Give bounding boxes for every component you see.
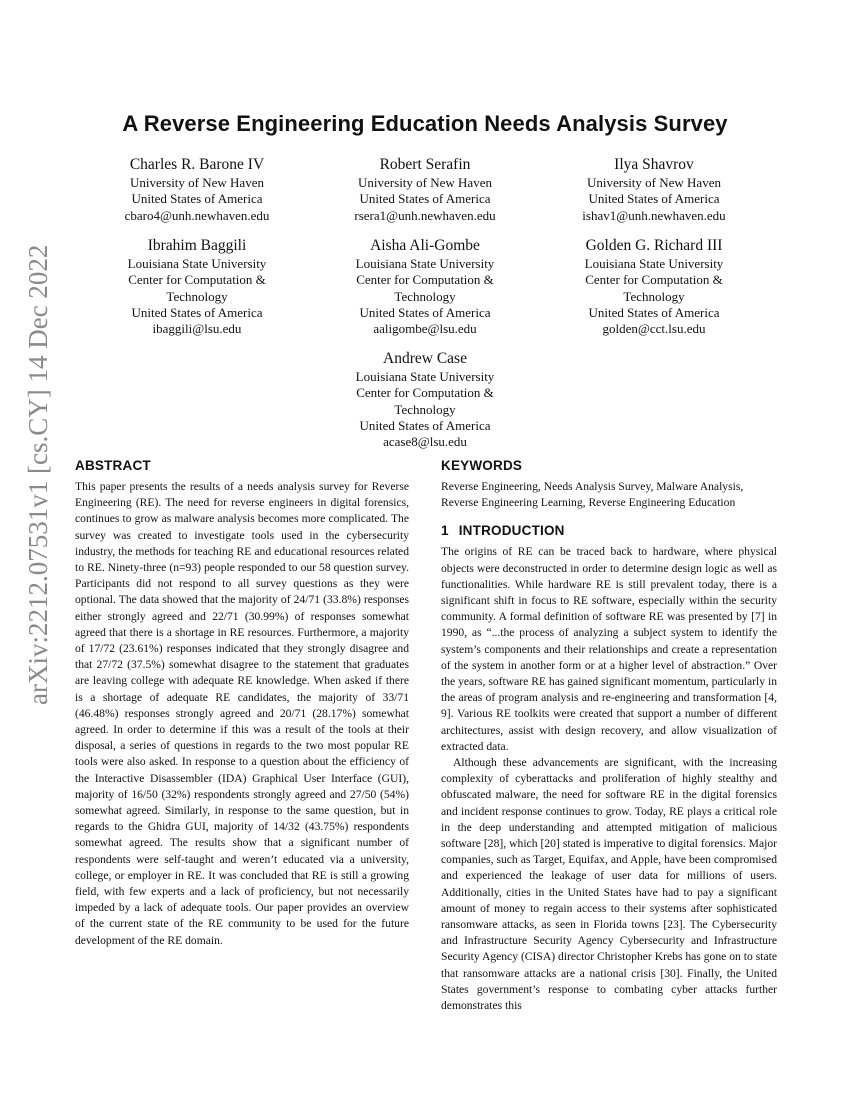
author-email: aaligombe@lsu.edu <box>373 321 477 337</box>
author-name: Ilya Shavrov <box>614 156 694 173</box>
author-name: Andrew Case <box>383 350 467 367</box>
keywords-heading: KEYWORDS <box>441 458 523 473</box>
author-country: United States of America <box>359 417 491 433</box>
author-affiliation: Louisiana State University <box>355 369 495 384</box>
author-affiliation: Louisiana State University <box>127 256 267 271</box>
author-affiliation: University of New Haven <box>358 175 492 190</box>
author-email: ibaggili@lsu.edu <box>152 321 242 337</box>
author-affiliation: Center for Computation & <box>356 385 494 401</box>
author-country: United States of America <box>588 304 720 320</box>
author-affiliation: University of New Haven <box>587 175 721 190</box>
left-column <box>75 458 409 949</box>
author-block <box>315 155 535 224</box>
author-country: United States of America <box>588 191 720 207</box>
author-block <box>315 236 535 337</box>
author-affiliation: Louisiana State University <box>584 256 724 271</box>
author-block <box>544 155 764 224</box>
author-name: Ibrahim Baggili <box>147 237 247 254</box>
introduction-heading <box>441 523 777 538</box>
abstract-text: This paper presents the results of a needs analysis survey for Reverse Engineering (RE). The need for reverse engineers in digital forensics, continues to grow as malware analysis becomes more complicated. The survey was created to investigate tools used in the cybersecurity industry, the methods for teaching RE and educational resources related to RE. Ninety-three (n=93) people responded to our 58 question survey. Participants did not respond to all survey questions as they were optional. The data showed that the majority of 24/71 (33.8%) responses either strongly agreed and 22/71 (30.99%) of responses somewhat agreed that there is a shortage in RE resources. Furthermore, a majority of 17/72 (23.61%) responses indicated that they strongly disagree and that 27/72 (37.5%) somewhat disagree to the statement that graduates are leaving college with adequate RE knowledge. When asked if there is a shortage of adequate RE candidates, the majority of 33/71 (46.48%) responses strongly agreed and 20/71 (28.17%) somewhat agreed. In order to determine if this was a result of the tools at their disposal, a series of questions in regards to the two most popular RE tools were also asked. In response to a question about the efficiency of the Interactive Disassembler (IDA) Graphical User Interface (GUI), majority of 16/50 (32%) respondents strongly agreed and 27/50 (54%) somewhat agreed. Similarly, in response to the same question, but in regards to the Ghidra GUI, majority of 14/32 (43.75%) respondents somewhat agreed. The results show that a significant number of respondents were self-taught and weren’t educated via a university, college, or employer in RE. It was concluded that RE is still a growing field, with few experts and a lack of proficiency, but not necessarily impeded by a lack of adequate tools. Our paper provides an overview of the current state of the RE community to be used for the future development of the RE domain. <box>75 480 409 947</box>
author-affiliation: Center for Computation & <box>356 272 494 288</box>
author-affiliation: Louisiana State University <box>355 256 495 271</box>
author-email: rsera1@unh.newhaven.edu <box>354 207 496 223</box>
author-block <box>87 155 307 224</box>
author-block <box>315 349 535 450</box>
author-name: Charles R. Barone IV <box>129 156 265 173</box>
author-country: United States of America <box>359 304 491 320</box>
intro-paragraph: Although these advancements are significant, with the increasing complexity of cyberattacks and proliferation of highly stealthy and obfuscated malware, the need for software RE in the digital forensics and incident response continues to grow. Today, RE plays a critical role in the deep understanding and attempted mitigation of malicious software [28], which [20] stated is imperative to digital forensics. Major companies, such as Target, Equifax, and Apple, have been compromised and experienced the leakage of user data for millions of users. Additionally, cities in the United States have had to pay a significant amount of money to regain access to their systems after sophisticated ransomware attacks, as seen in Florida towns [23]. The Cybersecurity and Infrastructure Security Agency Cybersecurity and Infrastructure Security Agency (CISA) director Christopher Krebs has gone on to state that ransomware attacks are a national crisis [30]. Finally, the United States government’s response to combating cyber attacks further demonstrates this <box>441 756 777 1013</box>
author-country: United States of America <box>359 191 491 207</box>
author-email: acase8@lsu.edu <box>383 434 467 450</box>
author-name: Robert Serafin <box>379 156 471 173</box>
author-email: cbaro4@unh.newhaven.edu <box>124 207 270 223</box>
abstract-heading: ABSTRACT <box>75 458 151 473</box>
author-affiliation: Technology <box>166 288 228 304</box>
author-affiliation: University of New Haven <box>130 175 264 190</box>
right-column <box>441 458 777 1014</box>
author-email: ishav1@unh.newhaven.edu <box>582 207 726 223</box>
author-email: golden@cct.lsu.edu <box>602 321 706 337</box>
author-country: United States of America <box>131 191 263 207</box>
author-name: Golden G. Richard III <box>585 237 723 254</box>
arxiv-identifier: arXiv:2212.07531v1 [cs.CY] 14 Dec 2022 <box>23 244 53 705</box>
intro-paragraph: The origins of RE can be traced back to hardware, where physical objects were deconstructed in order to determine design logic as well as functionalities. While hardware RE is still prevalent today, there is a significant shift in focus to RE software, especially within the security community. A formal definition of software RE was presented by [7] in 1990, as “...the process of analyzing a subject system to identify the system’s components and their relationships and create a representation of the system in another form or at a higher level of abstraction.” Over the years, software RE has gained significant momentum, particularly in the areas of program analysis and re-engineering and transformation [4, 9]. Various RE toolkits were created that support a number of different architectures, assist with design recovery, and allow visualization of extracted data. <box>441 545 777 753</box>
author-affiliation: Technology <box>394 401 456 417</box>
author-affiliation: Technology <box>623 288 685 304</box>
author-country: United States of America <box>131 304 263 320</box>
section-title: INTRODUCTION <box>458 523 565 539</box>
section-number: 1 <box>441 523 449 539</box>
author-affiliation: Center for Computation & <box>585 272 723 288</box>
keywords-text: Reverse Engineering, Needs Analysis Survey, Malware Analysis, Reverse Engineering Learning, Reverse Engineering Education <box>441 480 744 510</box>
author-affiliation: Technology <box>394 288 456 304</box>
author-block <box>87 236 307 337</box>
arxiv-sidebar <box>18 244 58 705</box>
paper-title: A Reverse Engineering Education Needs Analysis Survey <box>122 111 728 136</box>
author-affiliation: Center for Computation & <box>128 272 266 288</box>
author-name: Aisha Ali-Gombe <box>370 237 480 254</box>
author-block <box>544 236 764 337</box>
